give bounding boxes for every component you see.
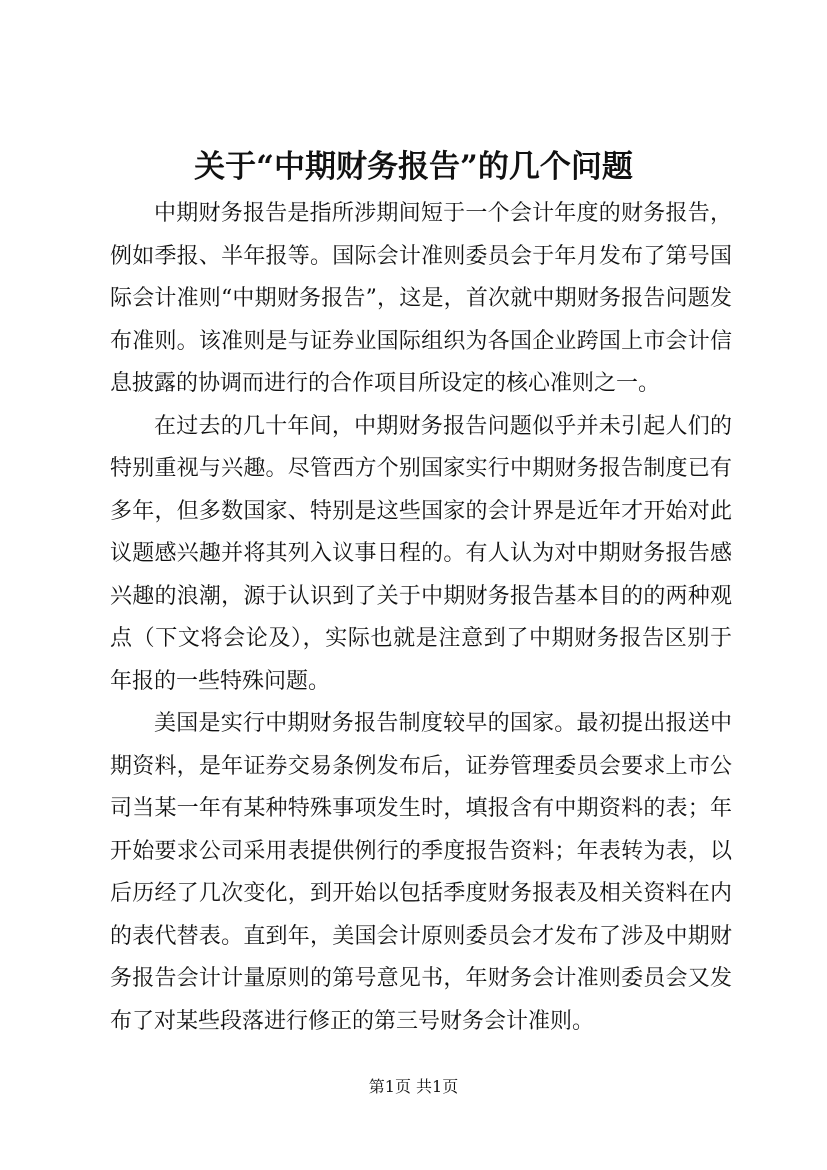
paragraph-3: 美国是实行中期财务报告制度较早的国家。最初提出报送中期资料，是年证券交易条例发布后，证券管理委员会要求上市公司当某一年有某种特殊事项发生时，填报含有中期资料的表；年开始要求公司采用表提供例行的季度报告资料；年表转为表，以后历经了几次变化，到开始以包括季度财务报表及相关资料在内的表代替表。直到年，美国会计原则委员会才发布了涉及中期财务报告会计计量原则的第号意见书，年财务会计准则委员会又发布了对某些段落进行修正的第三号财务会计准则。: [110, 711, 732, 1034]
paragraph-1: 中期财务报告是指所涉期间短于一个会计年度的财务报告，例如季报、半年报等。国际会计准则委员会于年月发布了第号国际会计准则“中期财务报告”，这是，首次就中期财务报告问题发布准则。该准则是与证券业国际组织为各国企业跨国上市会计信息披露的协调而进行的合作项目所设定的核心准则之一。: [110, 201, 732, 396]
document-body: [110, 193, 732, 1043]
document-title: 关于“中期财务报告”的几个问题: [194, 149, 633, 185]
paragraph-2: 在过去的几十年间，中期财务报告问题似乎并未引起人们的特别重视与兴趣。尽管西方个别国家实行中期财务报告制度已有多年，但多数国家、特别是这些国家的会计界是近年才开始对此议题感兴趣并将其列入议事日程的。有人认为对中期财务报告感兴趣的浪潮，源于认识到了关于中期财务报告基本目的的两种观点（下文将会论及），实际也就是注意到了中期财务报告区别于年报的一些特殊问题。: [110, 413, 732, 694]
page-footer: 第1页 共1页: [368, 1077, 459, 1096]
